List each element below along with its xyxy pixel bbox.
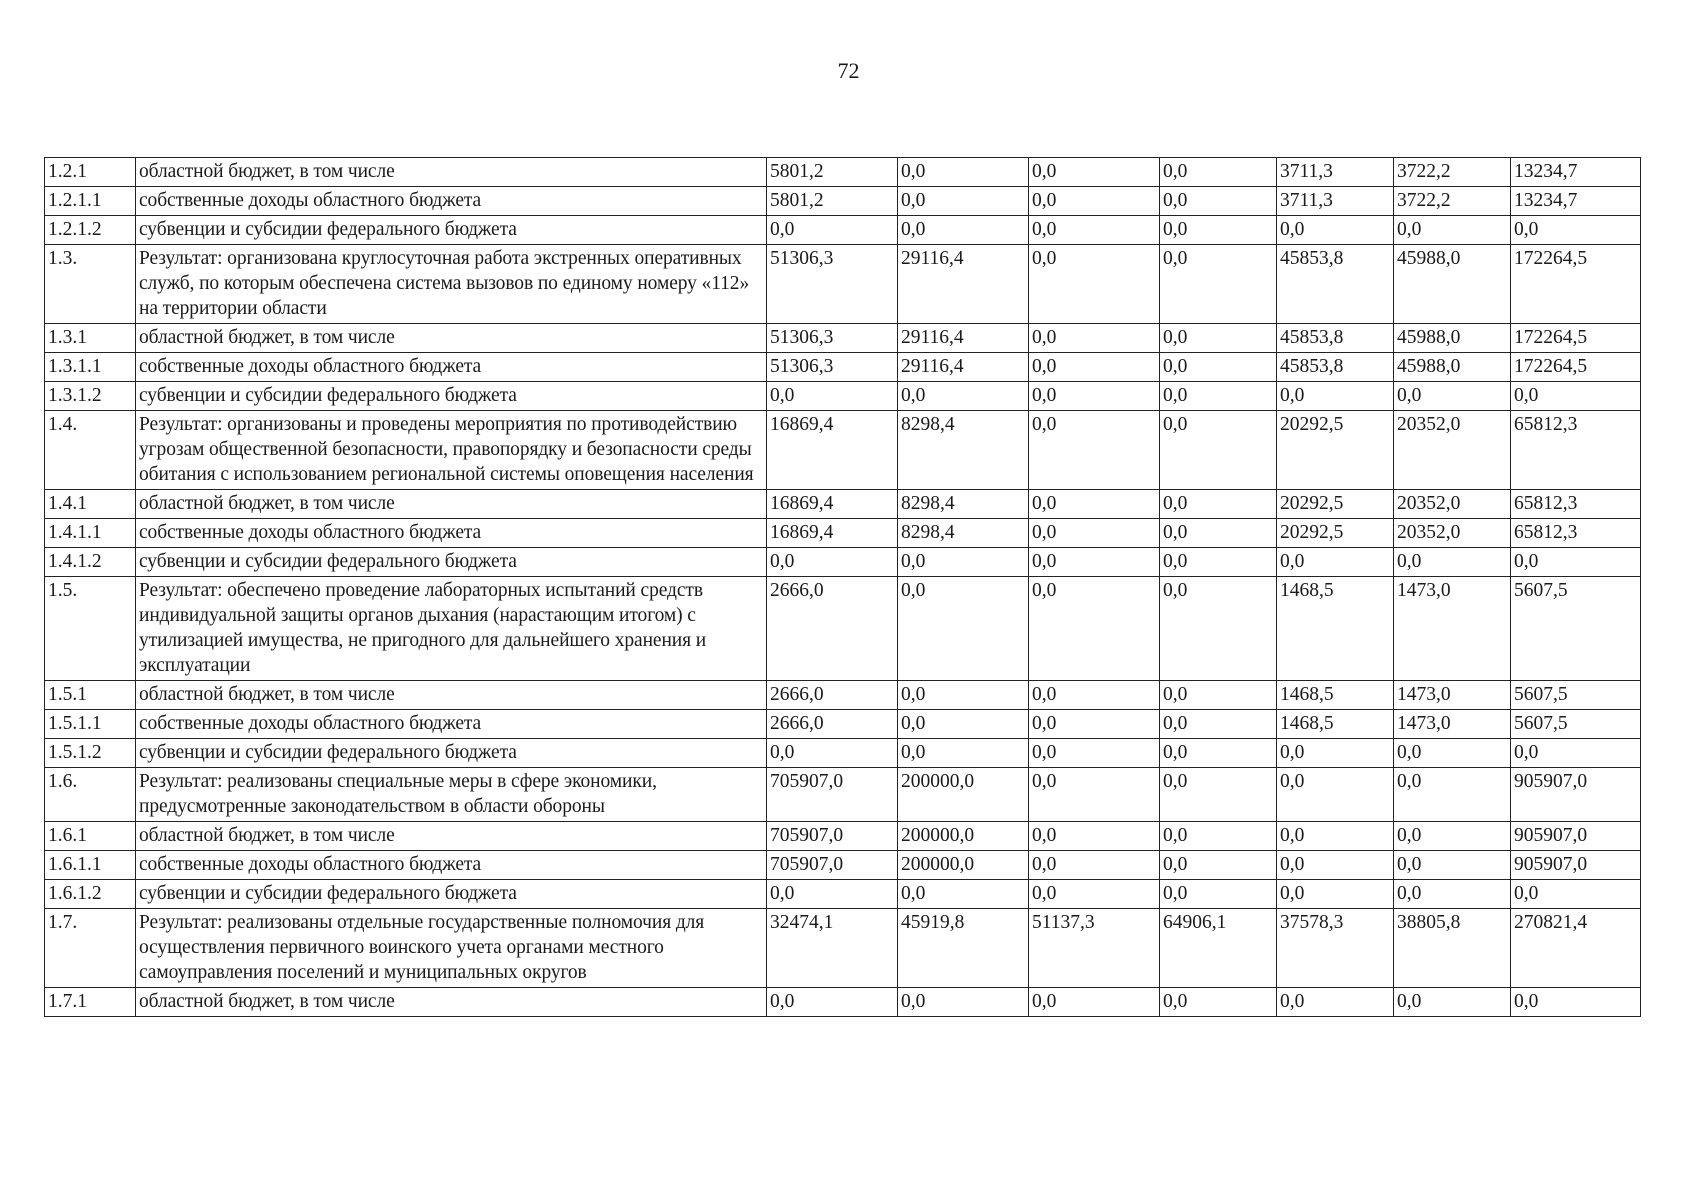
- row-description: собственные доходы областного бюджета: [136, 187, 767, 216]
- value-cell: 0,0: [1160, 382, 1277, 411]
- value-cell: 0,0: [1029, 988, 1160, 1017]
- value-cell: 0,0: [898, 739, 1029, 768]
- row-code: 1.6.1.1: [45, 851, 136, 880]
- row-code: 1.4.1.1: [45, 519, 136, 548]
- value-cell: 1468,5: [1277, 681, 1394, 710]
- value-cell: 51137,3: [1029, 909, 1160, 988]
- value-cell: 0,0: [1029, 739, 1160, 768]
- value-cell: 0,0: [1029, 822, 1160, 851]
- value-cell: 0,0: [1511, 216, 1641, 245]
- row-description: областной бюджет, в том числе: [136, 681, 767, 710]
- row-code: 1.3.1.2: [45, 382, 136, 411]
- value-cell: 0,0: [898, 187, 1029, 216]
- row-description: собственные доходы областного бюджета: [136, 519, 767, 548]
- value-cell: 0,0: [1394, 548, 1511, 577]
- value-cell: 20352,0: [1394, 411, 1511, 490]
- value-cell: 0,0: [1160, 187, 1277, 216]
- value-cell: 172264,5: [1511, 324, 1641, 353]
- value-cell: 51306,3: [767, 245, 898, 324]
- value-cell: 20292,5: [1277, 411, 1394, 490]
- table-row: [45, 909, 1641, 988]
- value-cell: 0,0: [1394, 768, 1511, 822]
- value-cell: 0,0: [1160, 353, 1277, 382]
- value-cell: 13234,7: [1511, 187, 1641, 216]
- row-description: областной бюджет, в том числе: [136, 490, 767, 519]
- table-row: [45, 739, 1641, 768]
- value-cell: 0,0: [1277, 822, 1394, 851]
- value-cell: 0,0: [1029, 216, 1160, 245]
- value-cell: 0,0: [767, 739, 898, 768]
- table-row: [45, 490, 1641, 519]
- row-code: 1.4.1: [45, 490, 136, 519]
- value-cell: 0,0: [1029, 710, 1160, 739]
- value-cell: 1468,5: [1277, 710, 1394, 739]
- row-description: Результат: организована круглосуточная работа экстренных оперативных служб, по которым обеспечена система вызовов по единому номеру «112» на территории области: [136, 245, 767, 324]
- value-cell: 20352,0: [1394, 490, 1511, 519]
- value-cell: 1468,5: [1277, 577, 1394, 681]
- value-cell: 0,0: [1277, 851, 1394, 880]
- value-cell: 0,0: [1160, 851, 1277, 880]
- row-description: собственные доходы областного бюджета: [136, 710, 767, 739]
- value-cell: 270821,4: [1511, 909, 1641, 988]
- table-row: [45, 519, 1641, 548]
- value-cell: 0,0: [1394, 382, 1511, 411]
- value-cell: 0,0: [1160, 577, 1277, 681]
- table-row: [45, 411, 1641, 490]
- value-cell: 2666,0: [767, 577, 898, 681]
- table-row: [45, 577, 1641, 681]
- value-cell: 38805,8: [1394, 909, 1511, 988]
- value-cell: 0,0: [1394, 822, 1511, 851]
- value-cell: 45919,8: [898, 909, 1029, 988]
- value-cell: 5607,5: [1511, 577, 1641, 681]
- value-cell: 65812,3: [1511, 519, 1641, 548]
- value-cell: 20352,0: [1394, 519, 1511, 548]
- page-number: 72: [837, 58, 860, 83]
- row-code: 1.2.1: [45, 158, 136, 187]
- value-cell: 0,0: [1029, 382, 1160, 411]
- value-cell: 0,0: [1160, 822, 1277, 851]
- value-cell: 45853,8: [1277, 324, 1394, 353]
- value-cell: 0,0: [1160, 324, 1277, 353]
- value-cell: 16869,4: [767, 490, 898, 519]
- value-cell: 16869,4: [767, 411, 898, 490]
- value-cell: 3722,2: [1394, 187, 1511, 216]
- value-cell: 0,0: [767, 548, 898, 577]
- value-cell: 5801,2: [767, 158, 898, 187]
- value-cell: 0,0: [1277, 880, 1394, 909]
- row-code: 1.5.1.1: [45, 710, 136, 739]
- value-cell: 0,0: [1160, 158, 1277, 187]
- table-row: [45, 710, 1641, 739]
- value-cell: 172264,5: [1511, 245, 1641, 324]
- value-cell: 8298,4: [898, 490, 1029, 519]
- value-cell: 65812,3: [1511, 490, 1641, 519]
- value-cell: 0,0: [1029, 245, 1160, 324]
- value-cell: 45853,8: [1277, 353, 1394, 382]
- value-cell: 0,0: [898, 158, 1029, 187]
- value-cell: 0,0: [1029, 577, 1160, 681]
- value-cell: 200000,0: [898, 822, 1029, 851]
- table-body: [45, 158, 1641, 1017]
- value-cell: 3711,3: [1277, 158, 1394, 187]
- value-cell: 0,0: [1394, 880, 1511, 909]
- row-code: 1.2.1.2: [45, 216, 136, 245]
- value-cell: 0,0: [898, 681, 1029, 710]
- table-row: [45, 822, 1641, 851]
- value-cell: 2666,0: [767, 710, 898, 739]
- row-code: 1.4.: [45, 411, 136, 490]
- value-cell: 0,0: [898, 382, 1029, 411]
- value-cell: 0,0: [898, 577, 1029, 681]
- value-cell: 0,0: [1029, 851, 1160, 880]
- value-cell: 20292,5: [1277, 490, 1394, 519]
- value-cell: 905907,0: [1511, 822, 1641, 851]
- value-cell: 0,0: [1511, 739, 1641, 768]
- value-cell: 0,0: [1277, 548, 1394, 577]
- row-code: 1.3.1.1: [45, 353, 136, 382]
- value-cell: 0,0: [898, 216, 1029, 245]
- value-cell: 0,0: [1511, 988, 1641, 1017]
- value-cell: 3722,2: [1394, 158, 1511, 187]
- table-row: [45, 988, 1641, 1017]
- value-cell: 0,0: [767, 880, 898, 909]
- value-cell: 29116,4: [898, 324, 1029, 353]
- row-description: Результат: организованы и проведены мероприятия по противодействию угрозам общественной безопасности, правопорядку и безопасности среды обитания с использованием региональной системы оповещения населения: [136, 411, 767, 490]
- value-cell: 0,0: [1029, 353, 1160, 382]
- row-code: 1.7.1: [45, 988, 136, 1017]
- value-cell: 0,0: [1029, 548, 1160, 577]
- value-cell: 45853,8: [1277, 245, 1394, 324]
- value-cell: 0,0: [1160, 739, 1277, 768]
- row-description: субвенции и субсидии федерального бюджета: [136, 548, 767, 577]
- row-description: собственные доходы областного бюджета: [136, 851, 767, 880]
- value-cell: 29116,4: [898, 353, 1029, 382]
- value-cell: 0,0: [1029, 187, 1160, 216]
- value-cell: 5801,2: [767, 187, 898, 216]
- row-description: областной бюджет, в том числе: [136, 988, 767, 1017]
- row-code: 1.3.: [45, 245, 136, 324]
- value-cell: 705907,0: [767, 851, 898, 880]
- value-cell: 0,0: [898, 988, 1029, 1017]
- row-description: субвенции и субсидии федерального бюджета: [136, 739, 767, 768]
- value-cell: 0,0: [1029, 490, 1160, 519]
- value-cell: 0,0: [1277, 768, 1394, 822]
- value-cell: 0,0: [1029, 519, 1160, 548]
- value-cell: 0,0: [1160, 519, 1277, 548]
- value-cell: 20292,5: [1277, 519, 1394, 548]
- value-cell: 2666,0: [767, 681, 898, 710]
- value-cell: 0,0: [1277, 988, 1394, 1017]
- value-cell: 0,0: [1394, 988, 1511, 1017]
- value-cell: 0,0: [1160, 681, 1277, 710]
- value-cell: 0,0: [1160, 490, 1277, 519]
- value-cell: 0,0: [1160, 988, 1277, 1017]
- value-cell: 0,0: [1029, 681, 1160, 710]
- value-cell: 0,0: [1394, 739, 1511, 768]
- value-cell: 64906,1: [1160, 909, 1277, 988]
- row-code: 1.5.: [45, 577, 136, 681]
- value-cell: 45988,0: [1394, 353, 1511, 382]
- value-cell: 51306,3: [767, 353, 898, 382]
- table-row: [45, 768, 1641, 822]
- table-row: [45, 187, 1641, 216]
- table-row: [45, 382, 1641, 411]
- value-cell: 0,0: [1029, 158, 1160, 187]
- value-cell: 0,0: [1029, 880, 1160, 909]
- table-row: [45, 245, 1641, 324]
- value-cell: 0,0: [1277, 739, 1394, 768]
- value-cell: 0,0: [1160, 710, 1277, 739]
- value-cell: 51306,3: [767, 324, 898, 353]
- value-cell: 0,0: [1160, 411, 1277, 490]
- table-row: [45, 681, 1641, 710]
- value-cell: 905907,0: [1511, 851, 1641, 880]
- value-cell: 0,0: [1511, 382, 1641, 411]
- row-code: 1.3.1: [45, 324, 136, 353]
- row-code: 1.6.1.2: [45, 880, 136, 909]
- row-description: Результат: реализованы специальные меры в сфере экономики, предусмотренные законодательством в области обороны: [136, 768, 767, 822]
- value-cell: 16869,4: [767, 519, 898, 548]
- value-cell: 0,0: [1160, 880, 1277, 909]
- value-cell: 45988,0: [1394, 245, 1511, 324]
- value-cell: 0,0: [1029, 324, 1160, 353]
- value-cell: 29116,4: [898, 245, 1029, 324]
- row-description: областной бюджет, в том числе: [136, 822, 767, 851]
- value-cell: 0,0: [898, 880, 1029, 909]
- value-cell: 13234,7: [1511, 158, 1641, 187]
- value-cell: 0,0: [767, 382, 898, 411]
- value-cell: 0,0: [1394, 216, 1511, 245]
- row-description: собственные доходы областного бюджета: [136, 353, 767, 382]
- value-cell: 705907,0: [767, 768, 898, 822]
- value-cell: 905907,0: [1511, 768, 1641, 822]
- value-cell: 0,0: [1029, 411, 1160, 490]
- row-code: 1.5.1.2: [45, 739, 136, 768]
- row-description: субвенции и субсидии федерального бюджета: [136, 382, 767, 411]
- row-code: 1.2.1.1: [45, 187, 136, 216]
- row-description: Результат: реализованы отдельные государственные полномочия для осуществления первичного воинского учета органами местного самоуправления поселений и муниципальных округов: [136, 909, 767, 988]
- row-description: субвенции и субсидии федерального бюджета: [136, 880, 767, 909]
- value-cell: 8298,4: [898, 411, 1029, 490]
- value-cell: 0,0: [1160, 548, 1277, 577]
- value-cell: 0,0: [1511, 880, 1641, 909]
- table-row: [45, 880, 1641, 909]
- value-cell: 172264,5: [1511, 353, 1641, 382]
- row-description: Результат: обеспечено проведение лабораторных испытаний средств индивидуальной защиты органов дыхания (нарастающим итогом) с утилизацией имущества, не пригодного для дальнейшего хранения и эксплуатации: [136, 577, 767, 681]
- value-cell: 1473,0: [1394, 710, 1511, 739]
- row-description: субвенции и субсидии федерального бюджета: [136, 216, 767, 245]
- row-code: 1.6.: [45, 768, 136, 822]
- value-cell: 705907,0: [767, 822, 898, 851]
- value-cell: 65812,3: [1511, 411, 1641, 490]
- table-row: [45, 216, 1641, 245]
- value-cell: 0,0: [767, 216, 898, 245]
- value-cell: 3711,3: [1277, 187, 1394, 216]
- value-cell: 200000,0: [898, 768, 1029, 822]
- value-cell: 0,0: [767, 988, 898, 1017]
- table-row: [45, 353, 1641, 382]
- value-cell: 0,0: [1277, 216, 1394, 245]
- value-cell: 0,0: [898, 548, 1029, 577]
- value-cell: 8298,4: [898, 519, 1029, 548]
- value-cell: 200000,0: [898, 851, 1029, 880]
- value-cell: 5607,5: [1511, 681, 1641, 710]
- value-cell: 0,0: [1394, 851, 1511, 880]
- value-cell: 1473,0: [1394, 577, 1511, 681]
- row-description: областной бюджет, в том числе: [136, 158, 767, 187]
- row-code: 1.4.1.2: [45, 548, 136, 577]
- row-code: 1.6.1: [45, 822, 136, 851]
- row-code: 1.7.: [45, 909, 136, 988]
- value-cell: 0,0: [898, 710, 1029, 739]
- table-row: [45, 324, 1641, 353]
- table-row: [45, 851, 1641, 880]
- table-row: [45, 548, 1641, 577]
- value-cell: 1473,0: [1394, 681, 1511, 710]
- row-description: областной бюджет, в том числе: [136, 324, 767, 353]
- value-cell: 45988,0: [1394, 324, 1511, 353]
- budget-table: [44, 157, 1641, 1017]
- value-cell: 0,0: [1160, 768, 1277, 822]
- value-cell: 5607,5: [1511, 710, 1641, 739]
- value-cell: 0,0: [1160, 216, 1277, 245]
- value-cell: 32474,1: [767, 909, 898, 988]
- value-cell: 37578,3: [1277, 909, 1394, 988]
- table-row: [45, 158, 1641, 187]
- value-cell: 0,0: [1511, 548, 1641, 577]
- value-cell: 0,0: [1277, 382, 1394, 411]
- value-cell: 0,0: [1029, 768, 1160, 822]
- row-code: 1.5.1: [45, 681, 136, 710]
- value-cell: 0,0: [1160, 245, 1277, 324]
